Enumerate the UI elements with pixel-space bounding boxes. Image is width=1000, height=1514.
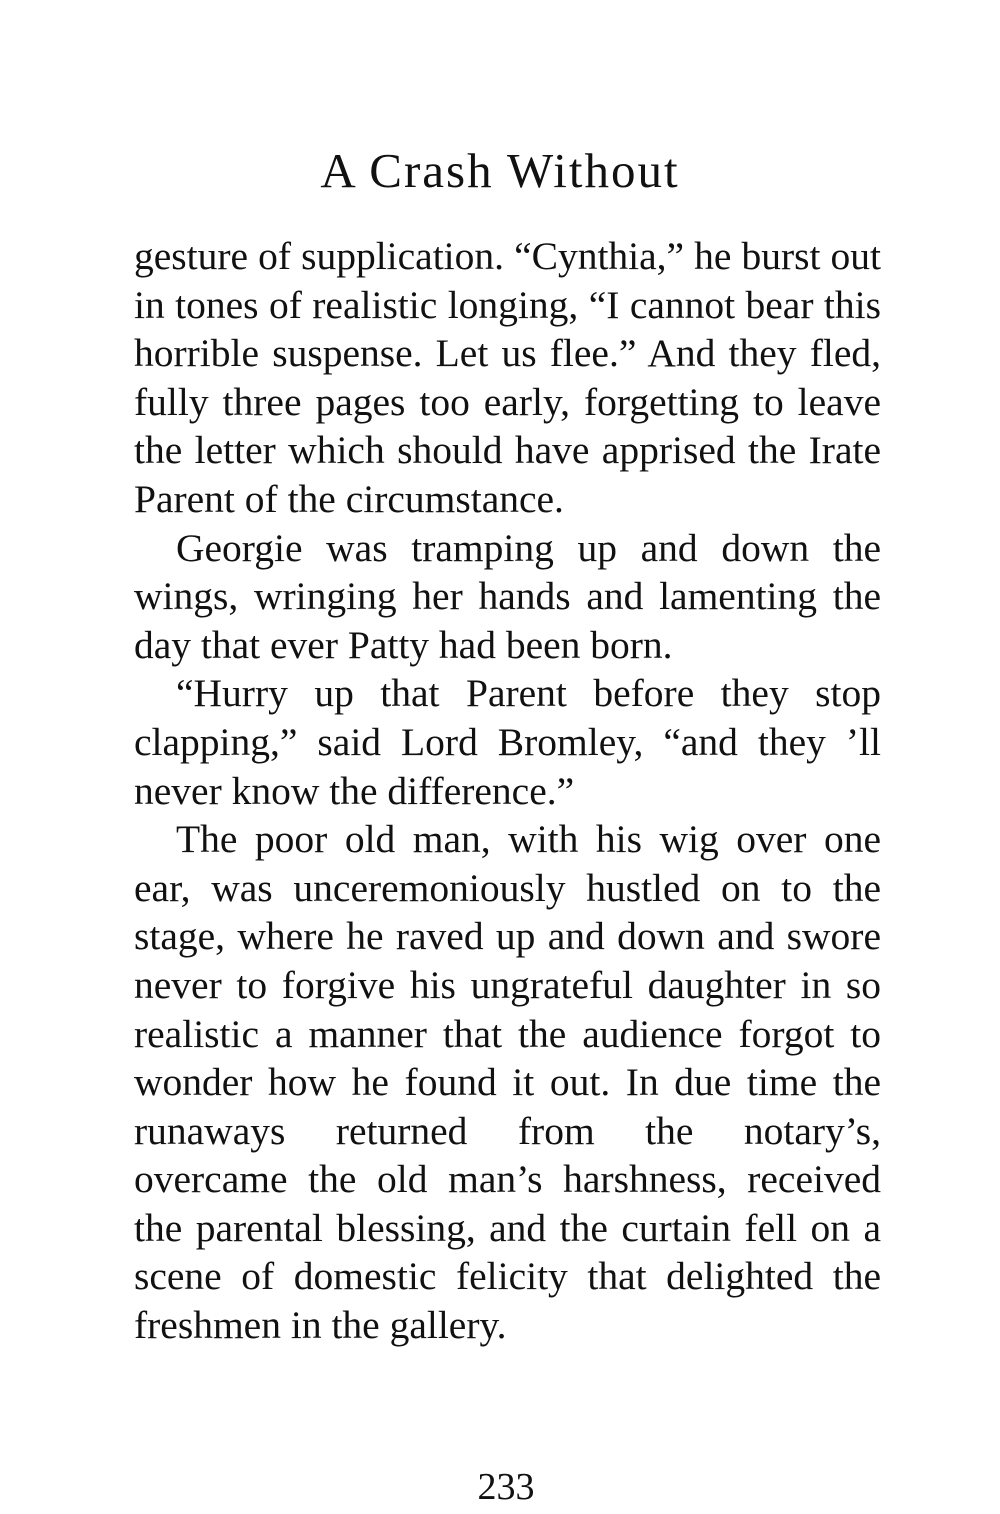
paragraph: The poor old man, with his wig over one ear, was unceremoniously hustled on to the stage, where he raved up and down and swore never to forgive his ungrateful daughter in so realistic a manner that the audience forgot to wonder how he found it out. In due time the runaways returned from the notary’s, overcame the old man’s harshness, received the parental blessing, and the curtain fell on a scene of domestic felicity that delighted the freshmen in the gallery. xyxy=(134,817,881,1348)
paragraph: Georgie was tramping up and down the wings, wringing her hands and lamenting the day that ever Patty had been born. xyxy=(134,525,881,667)
paragraph: “Hurry up that Parent before they stop clapping,” said Lord Bromley, “and they ’ll never know the difference.” xyxy=(134,671,881,813)
running-head: A Crash Without xyxy=(320,143,680,198)
body-text xyxy=(134,232,881,1350)
paragraph-continued: gesture of supplication. “Cynthia,” he burst out in tones of realistic longing, “I cannot bear this horrible suspense. Let us flee.” And they fled, fully three pages too early, forgetting to leave the letter which should have apprised the Irate Parent of the circumstance. xyxy=(134,234,881,521)
page-number: 233 xyxy=(477,1466,535,1508)
